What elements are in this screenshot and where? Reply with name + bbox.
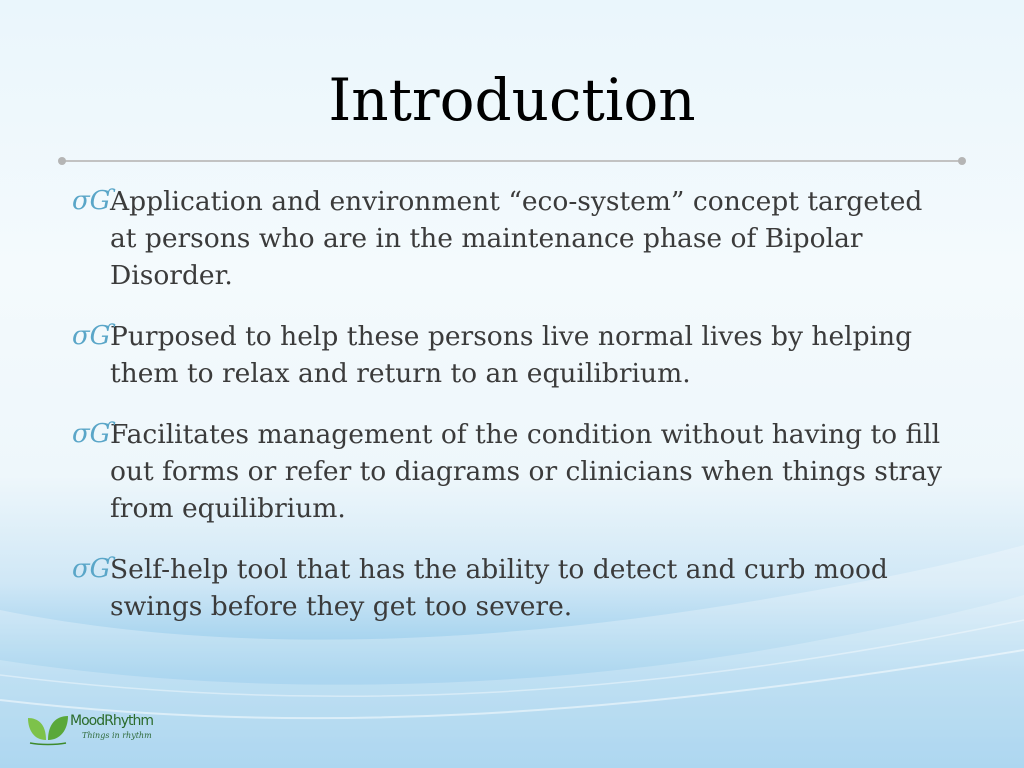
leaf-logo-icon	[26, 710, 70, 746]
bullet-item	[72, 318, 952, 392]
divider-left-dot	[58, 157, 66, 165]
logo-tagline: Things in rhythm	[82, 731, 152, 740]
bullet-glyph-icon: σƓ	[72, 419, 111, 449]
bullet-item	[72, 183, 952, 294]
divider-right-dot	[958, 157, 966, 165]
bullet-text: Self-help tool that has the ability to detect and curb mood swings before they get too severe.	[110, 554, 888, 622]
bullet-list	[72, 183, 952, 649]
bullet-glyph-icon: σƓ	[72, 186, 111, 216]
bullet-text: Application and environment “eco-system” concept targeted at persons who are in the maintenance phase of Bipolar Disorder.	[110, 186, 923, 291]
bullet-item	[72, 416, 952, 527]
title-divider	[62, 160, 962, 162]
logo	[26, 710, 166, 750]
bullet-glyph-icon: σƓ	[72, 321, 111, 351]
bullet-glyph-icon: σƓ	[72, 554, 111, 584]
slide-title: Introduction	[328, 66, 696, 134]
bullet-item	[72, 551, 952, 625]
bullet-text: Facilitates management of the condition without having to fill out forms or refer to diagrams or clinicians when things stray from equilibrium.	[110, 419, 942, 524]
bullet-text: Purposed to help these persons live normal lives by helping them to relax and return to an equilibrium.	[110, 321, 913, 389]
logo-name: MoodRhythm	[70, 713, 153, 729]
